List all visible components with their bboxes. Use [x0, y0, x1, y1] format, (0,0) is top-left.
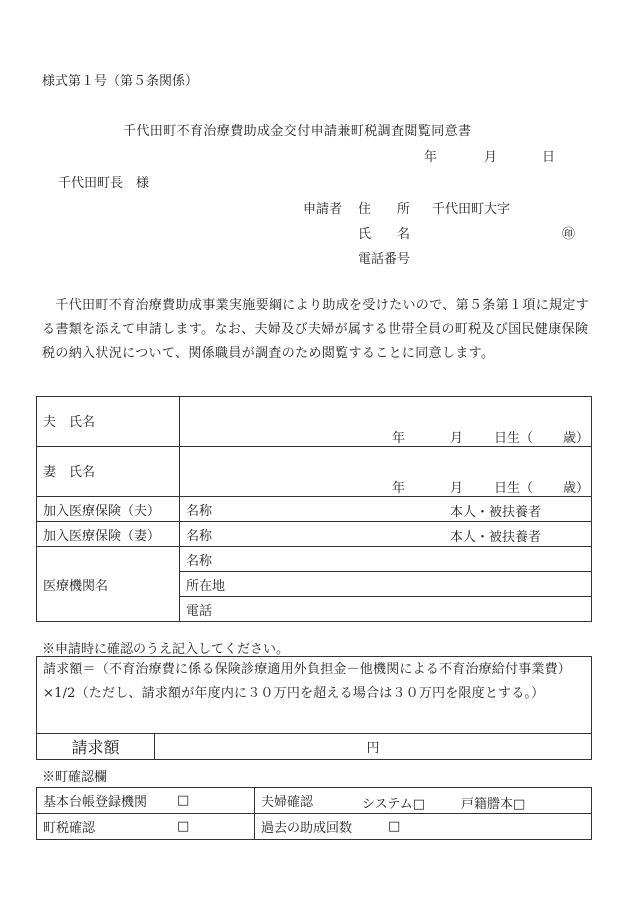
insurance-husband-label: 加入医療保険（夫） [37, 497, 180, 522]
institution-name-row [37, 547, 592, 572]
insurance-wife-name-label: 名称 [186, 528, 213, 544]
insurance-wife-field[interactable] [180, 522, 592, 547]
institution-address-field[interactable]: 所在地 [180, 572, 592, 597]
husband-birth-year: 年 [392, 431, 406, 446]
husband-birth-day: 日生（ [494, 431, 534, 446]
couple-confirm-label: 夫婦確認 [261, 795, 314, 810]
confirm-row-1 [37, 788, 592, 814]
insurance-husband-row [37, 497, 592, 522]
town-confirm-heading: ※町確認欄 [42, 770, 108, 785]
system-checkbox[interactable]: システム□ [362, 797, 425, 812]
date-year: 年 [424, 150, 438, 165]
seal-mark: ㊞ [562, 227, 576, 242]
tax-checkbox[interactable]: □ [177, 819, 190, 834]
applicant-label: 申請者 [303, 202, 343, 217]
note-confirm-before: ※申請時に確認のうえ記入してください。 [42, 642, 290, 657]
insurance-wife-row [37, 522, 592, 547]
wife-birth-day: 日生（ [494, 481, 534, 496]
insurance-husband-name-label: 名称 [186, 503, 213, 519]
wife-birth-month: 月 [450, 481, 464, 496]
institution-name-field[interactable]: 名称 [180, 547, 592, 572]
address-value: 千代田町大字 [432, 202, 511, 217]
claim-amount-row [37, 734, 592, 760]
consent-paragraph: 千代田町不育治療費助成事業実施要綱により助成を受けたいので、第５条第１項に規定する書類を添えて申請します。なお、夫婦及び夫婦が属する世帯全員の町税及び国民健康保険税の納入状況について、関係職員が調査のため閲覧することに同意します。 [42, 298, 590, 361]
wife-birth-year: 年 [392, 481, 406, 496]
wife-name-label: 妻 氏名 [37, 447, 180, 497]
application-table [36, 396, 592, 622]
institution-label: 医療機関名 [37, 547, 180, 622]
claim-formula: 請求額＝（不育治療費に係る保険診療適用外負担金－他機関による不育治療給付事業費）×1/2（ただし、請求額が年度内に３０万円を超える場合は３０万円を限度とする。） [37, 657, 592, 734]
confirm-row-2 [37, 814, 592, 840]
date-day: 日 [542, 150, 556, 165]
claim-table [36, 656, 592, 760]
past-subsidy-label: 過去の助成回数 [261, 821, 353, 836]
registry-label: 基本台帳登録機関 [43, 795, 148, 810]
insurance-wife-label: 加入医療保険（妻） [37, 522, 180, 547]
addressee: 千代田町長 様 [58, 176, 150, 191]
tax-confirm-cell [37, 814, 255, 840]
koseki-checkbox[interactable]: 戸籍謄本□ [461, 797, 526, 812]
wife-name-field[interactable] [180, 447, 592, 497]
registry-cell [37, 788, 255, 814]
phone-label: 電話番号 [358, 252, 411, 267]
wife-row [37, 447, 592, 497]
husband-birth-month: 月 [450, 431, 464, 446]
document-title: 千代田町不育治療費助成金交付申請兼町税調査閲覧同意書 [123, 124, 472, 139]
tax-confirm-label: 町税確認 [43, 821, 96, 836]
name-label: 氏 名 [358, 227, 411, 242]
formula-row [37, 657, 592, 734]
insurance-husband-field[interactable] [180, 497, 592, 522]
insurance-husband-relation: 本人・被扶養者 [450, 505, 542, 520]
address-label: 住 所 [358, 202, 411, 217]
claim-amount-unit: 円 [366, 741, 380, 756]
form-number: 様式第１号（第５条関係） [42, 74, 199, 89]
insurance-wife-relation: 本人・被扶養者 [450, 530, 542, 545]
husband-name-label: 夫 氏名 [37, 397, 180, 447]
husband-name-field[interactable] [180, 397, 592, 447]
date-month: 月 [484, 150, 498, 165]
husband-age: 歳） [563, 431, 590, 446]
past-subsidy-cell [255, 814, 592, 840]
town-confirm-table [36, 787, 592, 840]
couple-confirm-cell [255, 788, 592, 814]
husband-row [37, 397, 592, 447]
past-subsidy-checkbox[interactable]: □ [388, 819, 401, 834]
wife-age: 歳） [563, 481, 590, 496]
claim-amount-field[interactable] [155, 734, 592, 760]
institution-phone-field[interactable]: 電話 [180, 597, 592, 622]
registry-checkbox[interactable]: □ [177, 793, 190, 808]
claim-amount-label: 請求額 [37, 734, 155, 760]
